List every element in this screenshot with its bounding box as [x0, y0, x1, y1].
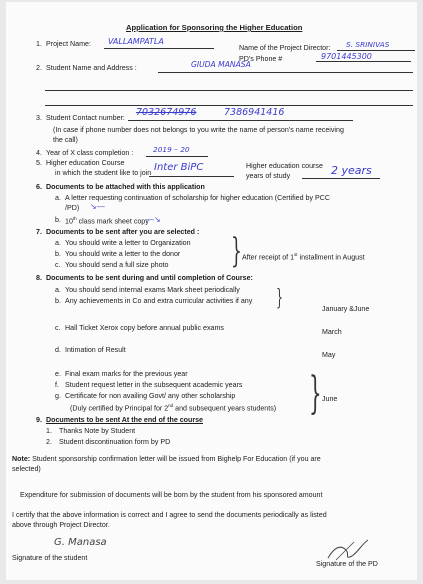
project-name-line	[104, 48, 214, 49]
course-value: Inter BiPC	[154, 162, 204, 173]
contact-label: Student Contact number:	[46, 114, 125, 122]
certification-1: I certify that the above information is correct and I agree to send the documents periodically as listed	[12, 511, 327, 519]
section-8b-letter: b.	[55, 297, 61, 305]
item-5-number: 5.	[36, 159, 42, 167]
section-9-2-num: 2.	[46, 438, 52, 446]
section-8e-letter: e.	[55, 370, 61, 378]
years-value: 2 years	[331, 164, 372, 177]
section-8c-letter: c.	[55, 324, 61, 332]
contact-value-struck: 7032674976	[136, 107, 197, 118]
section-7-heading: Documents to be sent after you are selected :	[46, 228, 200, 236]
address-line-2	[45, 90, 413, 91]
year-x-label: Year of X class completion :	[46, 149, 134, 157]
section-8efg-timing: June	[322, 395, 338, 403]
section-6b-text	[65, 216, 149, 226]
project-director-label: Name of the Project Director:	[239, 44, 331, 52]
section-8g-line2-sup: nd	[168, 403, 174, 408]
years-label-2: years of study	[246, 172, 291, 180]
section-6b-pre: 10	[65, 217, 73, 226]
brace-8efg: }	[309, 368, 322, 419]
pd-phone-label: PD’s Phone #	[239, 55, 283, 63]
contact-note-1: (In case if phone number does not belongs to you write the name of person’s name receiving	[53, 126, 344, 134]
section-7c-letter: c.	[55, 261, 61, 269]
item-2-number: 2.	[36, 64, 42, 72]
year-x-line	[146, 156, 208, 157]
section-8d-letter: d.	[55, 346, 61, 354]
student-name-value: GIUDA MANASA	[191, 60, 251, 69]
form-title: Application for Sponsoring the Higher Education	[126, 23, 303, 32]
expenditure-note: Expenditure for submission of documents will be born by the student from his sponsored amount	[20, 491, 323, 499]
section-8a-text: You should send internal exams Mark sheet periodically	[65, 286, 240, 294]
section-6a-text-2: /PD)	[65, 204, 80, 212]
section-8g-line2-pre: (Duly certified by Principal for 2	[70, 404, 169, 413]
course-label-1: Higher education Course	[46, 159, 125, 167]
section-9-2-text: Student discontinuation form by PD	[59, 438, 171, 446]
note-text-1: Student sponsorship confirmation letter will be issued from Bighelp For Education (if you are	[32, 455, 321, 463]
item-9-number: 9.	[36, 416, 42, 424]
project-name-value: VALLAMPATLA	[108, 37, 164, 46]
section-8ab-timing: January &June	[322, 305, 370, 313]
section-8f-text: Student request letter in the subsequent academic years	[65, 381, 243, 389]
note-label: Note:	[12, 455, 33, 463]
student-name-label: Student Name and Address :	[46, 64, 137, 72]
years-label-1: Higher education course	[246, 162, 323, 170]
section-6b-letter: b.	[55, 216, 61, 224]
pd-phone-value: 9701445300	[321, 52, 372, 61]
section-7-note-pre: After receipt of 1	[242, 253, 295, 262]
section-8e-text: Final exam marks for the previous year	[65, 370, 188, 378]
section-8-heading: Documents to be sent during and until completion of Course:	[46, 274, 253, 282]
item-3-number: 3.	[36, 114, 42, 122]
section-8c-timing: March	[322, 328, 342, 336]
section-8g-letter: g.	[55, 392, 61, 400]
brace-8ab: }	[276, 286, 283, 311]
certification-2: above through Project Director.	[12, 521, 110, 529]
section-9-1-num: 1.	[46, 427, 52, 435]
section-8b-text: Any achievements in Co and extra curricular activities if any	[65, 297, 253, 305]
student-signature-label: Signature of the student	[12, 554, 88, 562]
section-7a-text: You should write a letter to Organization	[65, 239, 191, 247]
project-director-line	[337, 50, 415, 51]
section-8g-line2-post: and subsequent years students)	[173, 404, 277, 413]
tick-6b: —↘	[146, 215, 161, 224]
section-8g-text-2	[70, 403, 276, 413]
address-line-3	[45, 105, 413, 106]
project-name-label: Project Name:	[46, 40, 91, 48]
item-1-number: 1.	[36, 40, 42, 48]
section-9-heading: Documents to be sent At the end of the course	[46, 416, 203, 424]
section-9-1-text: Thanks Note by Student	[59, 427, 136, 435]
section-8a-letter: a.	[55, 286, 61, 294]
course-label-2: in which the student like to join	[55, 169, 152, 177]
section-7a-letter: a.	[55, 239, 61, 247]
section-8d-timing: May	[322, 351, 336, 359]
contact-value: 7386941416	[224, 107, 285, 118]
section-8c-text: Hall Ticket Xerox copy before annual public exams	[65, 324, 224, 332]
item-4-number: 4.	[36, 149, 42, 157]
item-7-number: 7.	[36, 228, 42, 236]
contact-line	[128, 120, 353, 121]
student-signature-handwritten: G. Manasa	[54, 537, 107, 548]
section-7-note-post: installment in August	[297, 253, 365, 262]
section-6a-letter: a.	[55, 194, 61, 202]
years-line	[302, 178, 380, 179]
section-6b-sup: th	[72, 216, 77, 221]
section-6-heading: Documents to be attached with this application	[46, 183, 205, 191]
director-signature-label: Signature of the PD	[316, 560, 378, 568]
address-line-1	[158, 72, 413, 73]
section-7-note-sup: st	[294, 252, 298, 257]
brace-7: }	[231, 231, 242, 271]
section-6b-post: class mark sheet copy	[76, 217, 149, 226]
note-1	[12, 455, 321, 463]
section-7b-text: You should write a letter to the donor	[65, 250, 181, 258]
application-page	[6, 2, 417, 580]
project-director-value: S. SRINIVAS	[346, 40, 390, 49]
section-7b-letter: b.	[55, 250, 61, 258]
section-8g-text: Certificate for non availing Govt/ any other scholarship	[65, 392, 236, 400]
tick-6a: ↘—	[90, 202, 105, 211]
year-x-value: 2019 – 20	[153, 145, 190, 154]
item-6-number: 6.	[36, 183, 42, 191]
note-text-2: selected)	[12, 465, 41, 473]
item-8-number: 8.	[36, 274, 42, 282]
section-7-note	[242, 252, 365, 262]
section-8f-letter: f.	[55, 381, 59, 389]
course-line	[149, 176, 234, 177]
section-8d-text: Intimation of Result	[65, 346, 126, 354]
section-7c-text: You should send a full size photo	[65, 261, 169, 269]
pd-phone-line	[316, 61, 411, 62]
section-6a-text-1: A letter requesting continuation of scholarship for higher education (Certified by PCC	[65, 194, 330, 202]
contact-note-2: the call)	[53, 136, 78, 144]
